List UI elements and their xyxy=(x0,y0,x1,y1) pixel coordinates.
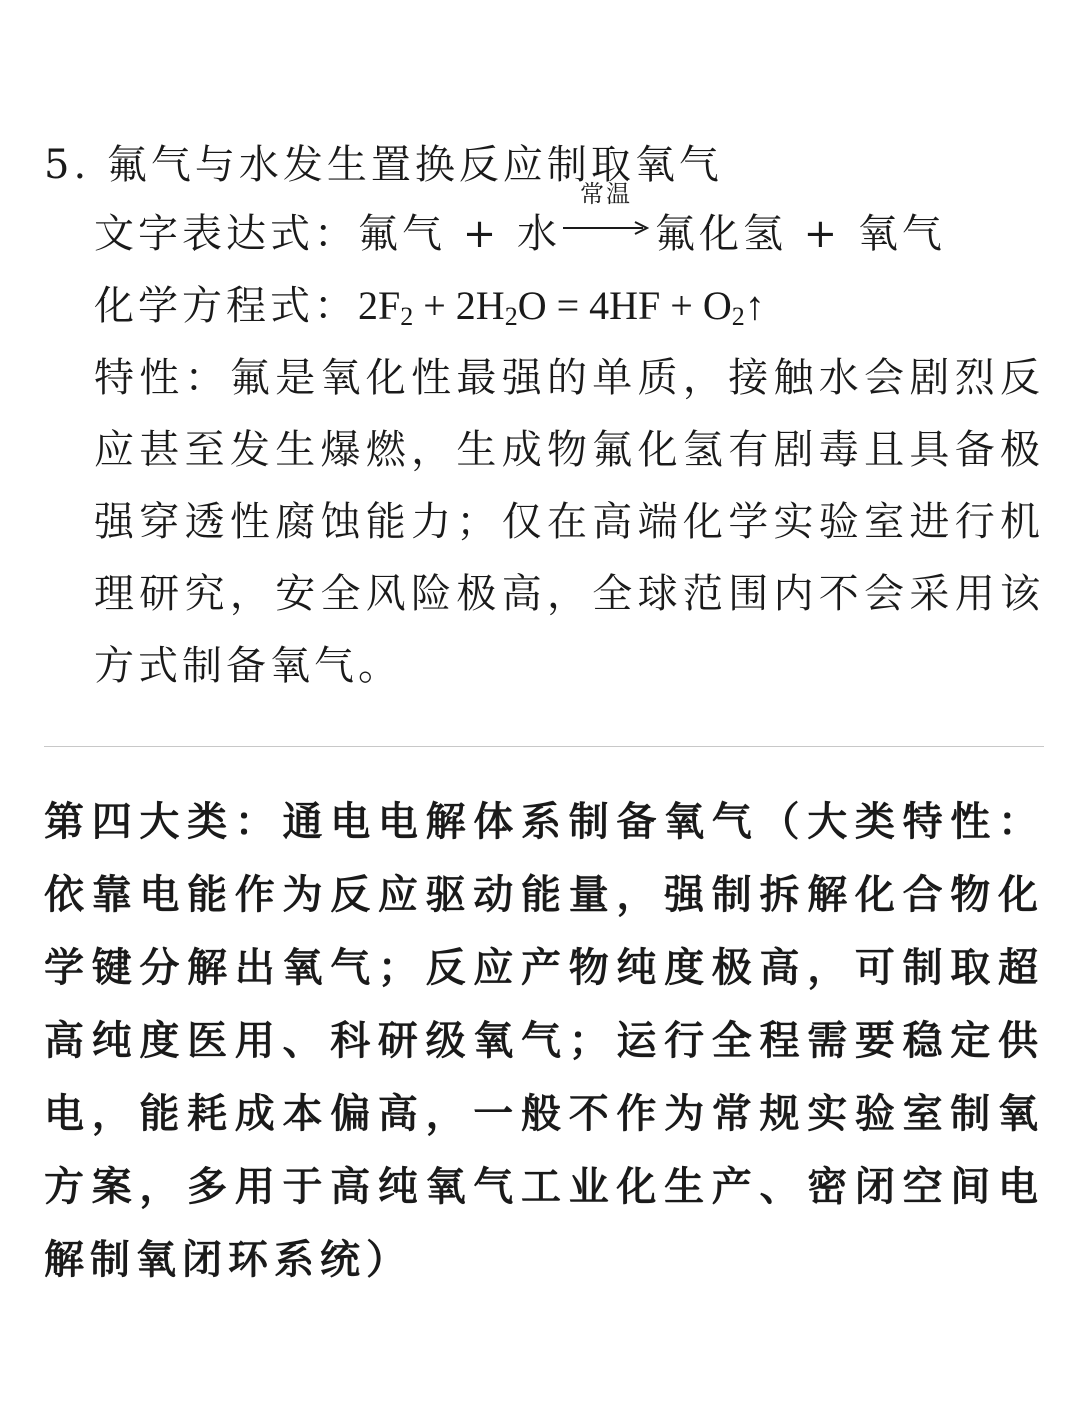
word-equation-label: 文字表达式： xyxy=(94,211,358,257)
chem-equation-label: 化学方程式： xyxy=(94,283,358,329)
section-5 xyxy=(44,132,1044,702)
chem-equation-part: + 2H xyxy=(413,283,505,328)
chem-equation-subscript: 2 xyxy=(504,302,518,331)
category-4 xyxy=(44,786,1044,1297)
reaction-condition: 常温 xyxy=(579,180,632,208)
word-equation-line xyxy=(94,180,1044,270)
chem-equation xyxy=(358,283,765,331)
section-divider xyxy=(44,746,1044,747)
category-4-paragraph: 第四大类：通电电解体系制备氧气（大类特性：依靠电能作为反应驱动能量，强制拆解化合物化学键分解出氧气；反应产物纯度极高，可制取超高纯度医用、科研级氧气；运行全程需要稳定供电，能耗成本偏高，一般不作为常规实验室制氧方案，多用于高纯氧气工业化生产、密闭空间电解制氧闭环系统） xyxy=(44,799,1044,1283)
right-arrow-icon xyxy=(563,221,649,235)
reaction-arrow xyxy=(563,180,649,247)
gas-arrow-icon: ↑ xyxy=(744,283,765,328)
section-5-body xyxy=(94,180,1044,702)
chem-equation-part: 2F xyxy=(358,283,401,328)
chem-equation-line xyxy=(94,270,1044,342)
chem-equation-subscript: 2 xyxy=(400,302,414,331)
word-equation-products: 氟化氢 + 氧气 xyxy=(654,211,946,257)
property-paragraph: 特性：氟是氧化性最强的单质，接触水会剧烈反应甚至发生爆燃，生成物氟化氢有剧毒且具备极强穿透性腐蚀能力；仅在高端化学实验室进行机理研究，安全风险极高，全球范围内不会采用该方式制备氧气。 xyxy=(94,355,1044,689)
word-equation-reactants: 氟气 + 水 xyxy=(358,211,561,257)
chem-equation-part: O = 4HF + O xyxy=(517,283,732,328)
section-5-heading: 5. 氟气与水发生置换反应制取氧气 xyxy=(44,142,723,188)
chem-equation-subscript: 2 xyxy=(731,302,745,331)
